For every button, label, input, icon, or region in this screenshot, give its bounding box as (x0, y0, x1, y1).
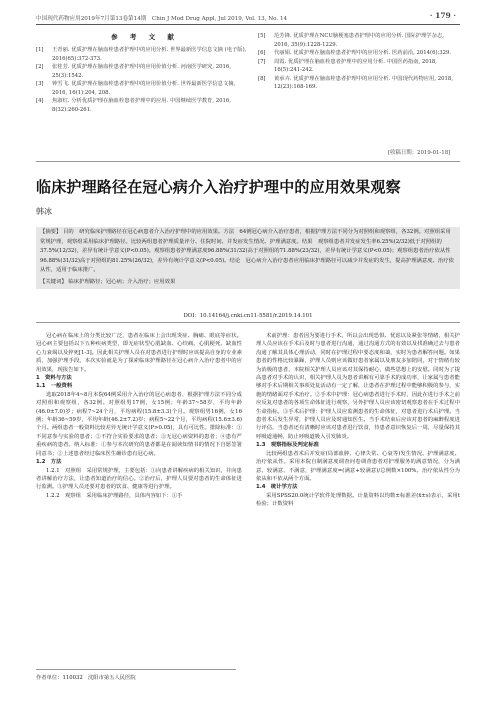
reference-number: [4] (36, 98, 44, 105)
reference-text: 焦淑红. 分析优质护理在脑血栓患者护理中的应用. 中国继续医学教育, 2016, 8(32):260-261. (52, 98, 231, 113)
received-date: [收稿日期：2019-01-18] (388, 150, 451, 156)
section-heading: 1 资料与方法 (36, 375, 72, 382)
reference-text: 周霞. 优质护理在脑血栓患者护理中的应用分析. 中国医药指南, 2018, 16(5):241-242. (274, 58, 437, 74)
body-paragraph: 选取2018年4~8月本院64例采用介入治疗的冠心病患者，根据护理方法不同分成对照组和观察组，各32例。对照组男17例，女15例；年龄37~58岁，平均年龄(46.0±7.0)岁；病程7~24个月，平均病程(15.8±3.3)个月。观察组男16例，女16例；年龄36~59岁，平均年龄(46.2±7.2)岁；病程5~22个月，平均病程(15.6±3.6)个月。两组患者一般资料比较差异无统计学意义(P>0.05)，具有可比性。排除标准：①不同意参与实验的患者；②不符合实验要求的患者；③无冠心病资料的患者；④患有严重疾病的患者。纳入标准：①参与本次研究的患者都是在阅读知情书的情况下自愿签署同意书；②上述患者经过临床医生确诊患有冠心病。 (36, 391, 242, 457)
reference-number: [3] (36, 81, 44, 88)
section-divider (36, 161, 460, 162)
body-right-column (256, 332, 460, 509)
section-heading: 1.3 观察指标及判定标准 (256, 442, 319, 449)
reference-item (258, 58, 460, 75)
reference-item (36, 80, 250, 97)
footnote: 作者单位：110032 沈阳市第五人民医院 (36, 669, 236, 681)
reference-item (36, 63, 250, 80)
reference-text: 范芳锋. 优质护理在NCU脑梗塞患者护理中的应用分析. 国际护理学杂志, 2016, 35(9):1228-1229. (274, 33, 444, 48)
references-title: 参 考 文 献 (111, 33, 179, 41)
reference-number: [8] (258, 75, 266, 82)
reference-text: 黄承卉. 优质护理在脑血栓患者护理中的应用分析. 中国现代药物应用, 2018, 12(23):168-169. (274, 75, 453, 91)
doi: DOI：10.14164/j.cnki.cn11-5581/r.2019.14.101 (36, 311, 460, 323)
reference-item (258, 49, 460, 58)
reference-item (258, 75, 460, 92)
section-heading: 1.4 统计学方法 (256, 484, 298, 491)
section-heading: 1.2 方法 (36, 459, 62, 466)
body-paragraph: 比较两组患者术后并发症(局部血肿、心律失常、心衰等)发生情况、护理满意度、治疗依从性。采用本院自制满意度调查问卷调查患者对护理服务的满意情况，分为满意、较满意、不满意，护理满意度=(满意+较满意)/总例数×100%。治疗依从性分为依从和不依从两个方面。 (256, 450, 460, 482)
keywords: 【关键词】 临床护理路径；冠心病；介入治疗；应用效果 (40, 278, 176, 285)
references-right-column (258, 12, 460, 92)
journal-info: 中国现代药物应用2019年7月第13卷第14期 Chin J Mod Drug Appl, Jul 2019, Vol. 13, No. 14 (36, 16, 288, 22)
body-paragraph: 1.2.1 对照组 采用常规护理，主要包括：①向患者讲解疾病的相关知识，并向患者讲解治疗方法，让患者知道治疗的信心。②治疗后，护理人员要对患者的生命体征进行监测。③护理人员还要对患者的饮食、健康等进行护理。 (36, 467, 242, 491)
page-number: · 179 · (429, 11, 456, 20)
reference-number: [2] (36, 64, 44, 71)
reference-text: 王青丽. 优质护理在脑血栓患者护理中的应用分析. 世界最新医学信息文摘 (电子版), 2016(65):372-373. (52, 47, 247, 62)
body-paragraph: 采用SPSS20.0统计学软件处理数据。计量资料以均数±标准差(x̄±s)表示，采用t检验；计数资料 (256, 492, 460, 508)
abstract-text: 【摘要】 目的 研究临床护理路径在冠心病患者介入治疗护理中的应用效果。方法 64例冠心病介入治疗患者，根据护理方法不同分为对照组和观察组，各32例。对照组采用常规护理，观察组采用临床护理路径。比较两组患者护理质量评分、住院时间、并发症发生情况、护理满意度。结果 观察组患者并发症发生率6.25%(2/32)低于对照组的37.5%(12/32)，差异有统计学意义(P<0.05)。观察组患者护理满意度96.88%(31/32)高于对照组的71.88%(23/32)，差异有统计学意义(P<0.05)；观察组患者治疗依从性96.88%(31/32)高于对照组的81.25%(26/32)，差异有统计学意义(P<0.05)。结论 冠心病介入治疗患者应用临床护理路径可以减少并发症的发生，提高护理满意度、治疗依从性，适用于临床推广。 (40, 229, 454, 274)
references-left-column (36, 46, 250, 114)
reference-number: [5] (258, 33, 266, 39)
section-heading: 1.1 一般资料 (36, 383, 73, 390)
reference-number: [1] (36, 47, 44, 53)
reference-item (36, 97, 250, 114)
body-paragraph: 1.2.2 观察组 采用临床护理路径，具体内容如下：①手 (46, 492, 183, 499)
article-title: 临床护理路径在冠心病介入治疗护理中的应用效果观察 (36, 178, 401, 196)
reference-number: [6] (258, 50, 266, 57)
reference-item (258, 32, 460, 49)
abstract-box (36, 227, 460, 289)
reference-text: 张桂芳. 优质护理在脑血栓患者护理中的应用价值分析. 河南医学研究, 2016, 25(3):1542. (52, 64, 231, 79)
body-left-column (36, 332, 242, 500)
body-paragraph: 冠心病在临床上的分类比较广泛，患者在临床上会出现炎症、胸痛、眼底等症状。冠心病主要包括以下五种疾病类型，即无症状型心肌缺血、心绞痛、心肌梗死、缺血性心力衰竭以及猝死[1-3]。因此相关护理人员在对患者进行护理时应该提高自身的专业素质，加强护理手段。本次实验就是为了探索临床护理路径在冠心病介入治疗患者中的应用效果，现报告如下。 (36, 333, 242, 373)
reference-text: 钟雪飞. 优质护理在脑血栓患者护理中的应用价值分析. 世界最新医学信息文摘, 2016, 16(1):204, 208. (52, 81, 236, 96)
reference-number: [7] (258, 58, 266, 65)
reference-text: 代丽娟. 优质护理在脑血栓患者护理中的应用分析. 医药前沿, 2014(6):329. (274, 50, 452, 57)
body-paragraph: 术前护理：患者因为要进行手术，所以会出现恐惧、忧虑以及紧张等情绪，相关护理人员应该在手术后及时与患者进行沟通，通过沟通方式的有效以及找准确过去与患者沟通了解其具体心理活动，同时在护理过程中要态度和蔼，实时为患者解答问题。如果患者的性格比较暴躁，护理人员则应该做好患者家属以及朋友多加陪同，对于情绪有较为消极的患者，本院相关护理人员应该对其保持耐心，做些思想上的安慰。同时为了提高患者对手术的认识，相关护理人员为患者讲解有可靠手术的成功率，让家属与患者能够对手术后期相关事项处复活动有一定了解，让患者在护理过程中能够积极的参与，实施的情绪面对手术治疗。②手术中护理：冠心病患者进行手术时，因此在进行手术之前应反复对患者的各项生命体征进行观察，另外护理人员应该密切观察患者在手术过程中生命指标。③手术后护理：护理人员应监测患者的生命体征，对患者进行术后护理。当患者术后发生异常，护理人员应及时通知医生。当手术结束后应该对患者的麻醉程度进行评估，当患者还有清晰时应该对患者进行饮食，待患者意识恢复后一周，尽量保持其呼吸道通畅，防止呼吸道吸入引发肺炎。 (256, 333, 460, 440)
reference-item (36, 46, 250, 63)
article-author: 韩冰 (36, 207, 52, 216)
